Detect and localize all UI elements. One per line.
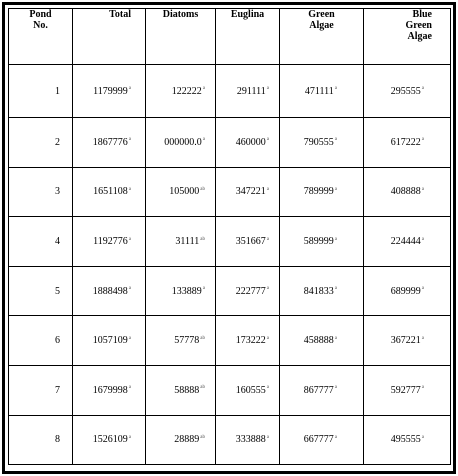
cell-value: 458888 [303, 335, 334, 347]
header-total-line: Total [109, 9, 131, 20]
cell-total [73, 65, 146, 118]
superscript-mark: a [266, 335, 269, 341]
header-no-line: No. [33, 20, 48, 31]
superscript-mark: a [266, 385, 269, 391]
cell-green-algae [280, 365, 364, 415]
superscript-mark: a [421, 86, 424, 92]
cell-pond: 3 [9, 167, 73, 217]
table-row [9, 415, 451, 465]
cell-total [73, 217, 146, 267]
cell-pond: 7 [9, 365, 73, 415]
cell-value: 1057109 [92, 335, 128, 347]
superscript-mark: ab [200, 335, 205, 341]
cell-total [73, 365, 146, 415]
cell-euglina [216, 167, 280, 217]
header-algae-line: Algae [309, 20, 334, 31]
table-row [9, 217, 451, 267]
table-row [9, 65, 451, 118]
superscript-mark: a [128, 236, 131, 242]
superscript-mark: a [334, 236, 337, 242]
cell-diatoms [146, 415, 216, 465]
cell-total [73, 316, 146, 366]
superscript-mark: a [128, 86, 131, 92]
cell-value: 471111 [304, 85, 334, 97]
cell-blue-green-algae [364, 167, 451, 217]
cell-value: 667777 [303, 434, 334, 446]
superscript-mark: a [266, 435, 269, 441]
cell-value: 351667 [235, 235, 266, 247]
superscript-mark: a [334, 385, 337, 391]
cell-pond: 2 [9, 118, 73, 168]
superscript-mark: a [202, 86, 205, 92]
cell-value: 1651108 [93, 186, 128, 198]
cell-value: 1526109 [92, 434, 128, 446]
superscript-mark: a [421, 236, 424, 242]
cell-value: 867777 [303, 384, 334, 396]
cell-diatoms [146, 167, 216, 217]
superscript-mark: a [334, 286, 337, 292]
cell-value: 222777 [235, 285, 266, 297]
header-green2-line: Green [405, 20, 432, 31]
superscript-mark: ab [200, 435, 205, 441]
cell-diatoms [146, 217, 216, 267]
superscript-mark: a [421, 187, 424, 193]
cell-pond: 8 [9, 415, 73, 465]
header-algae2-line: Algae [407, 31, 432, 42]
cell-value: 408888 [390, 186, 421, 198]
cell-blue-green-algae [364, 266, 451, 316]
cell-diatoms [146, 65, 216, 118]
cell-diatoms [146, 118, 216, 168]
cell-value: 160555 [235, 384, 266, 396]
superscript-mark: a [421, 435, 424, 441]
table-frame [2, 2, 456, 474]
superscript-mark: a [266, 86, 269, 92]
superscript-mark: a [128, 385, 131, 391]
cell-green-algae [280, 316, 364, 366]
cell-euglina [216, 365, 280, 415]
table-header [9, 9, 451, 65]
cell-green-algae [280, 415, 364, 465]
cell-value: 790555 [303, 136, 334, 148]
cell-pond: 5 [9, 266, 73, 316]
cell-value: 295555 [390, 85, 421, 97]
cell-green-algae [280, 217, 364, 267]
header-pond-line: Pond [29, 9, 52, 20]
cell-blue-green-algae [364, 65, 451, 118]
header-blue-line: Blue [412, 9, 432, 20]
cell-value: 1679998 [92, 384, 128, 396]
cell-value: 173222 [235, 335, 266, 347]
cell-diatoms [146, 316, 216, 366]
cell-value: 1192776 [93, 235, 128, 247]
cell-euglina [216, 217, 280, 267]
cell-euglina [216, 316, 280, 366]
superscript-mark: a [128, 335, 131, 341]
cell-euglina [216, 118, 280, 168]
cell-diatoms [146, 266, 216, 316]
cell-green-algae [280, 266, 364, 316]
cell-value: 841833 [303, 285, 334, 297]
table-row [9, 266, 451, 316]
cell-total [73, 415, 146, 465]
superscript-mark: a [266, 286, 269, 292]
superscript-mark: a [421, 385, 424, 391]
cell-euglina [216, 65, 280, 118]
table-row [9, 365, 451, 415]
table-row [9, 118, 451, 168]
cell-value: 592777 [390, 384, 421, 396]
superscript-mark: a [128, 286, 131, 292]
cell-value: 31111 [175, 235, 200, 247]
cell-blue-green-algae [364, 217, 451, 267]
superscript-mark: a [334, 187, 337, 193]
cell-value: 589999 [303, 235, 334, 247]
cell-blue-green-algae [364, 415, 451, 465]
cell-blue-green-algae [364, 365, 451, 415]
superscript-mark: a [128, 435, 131, 441]
header-row [9, 9, 451, 65]
cell-green-algae [280, 167, 364, 217]
superscript-mark: ab [200, 385, 205, 391]
cell-value: 460000 [235, 136, 266, 148]
superscript-mark: ab [200, 187, 205, 193]
cell-value: 789999 [303, 186, 334, 198]
cell-total [73, 167, 146, 217]
cell-value: 333888 [235, 434, 266, 446]
superscript-mark: a [421, 286, 424, 292]
superscript-mark: a [266, 137, 269, 143]
cell-blue-green-algae [364, 316, 451, 366]
cell-value: 28889 [174, 434, 200, 446]
cell-value: 347221 [235, 186, 266, 198]
cell-euglina [216, 266, 280, 316]
cell-value: 1179999 [93, 85, 128, 97]
superscript-mark: a [334, 86, 337, 92]
cell-value: 1888498 [92, 285, 128, 297]
header-blue-green-algae [364, 9, 451, 65]
cell-value: 105000 [169, 186, 200, 198]
header-green-algae [280, 9, 364, 65]
table-body [9, 65, 451, 465]
cell-green-algae [280, 118, 364, 168]
cell-value: 291111 [236, 85, 266, 97]
superscript-mark: a [266, 187, 269, 193]
superscript-mark: a [202, 137, 205, 143]
header-diatoms [146, 9, 216, 65]
table-row [9, 316, 451, 366]
superscript-mark: a [202, 286, 205, 292]
cell-pond: 1 [9, 65, 73, 118]
superscript-mark: a [421, 137, 424, 143]
superscript-mark: a [334, 137, 337, 143]
superscript-mark: a [421, 335, 424, 341]
cell-value: 367221 [390, 335, 421, 347]
superscript-mark: a [266, 236, 269, 242]
cell-value: 133889 [171, 285, 202, 297]
superscript-mark: a [128, 137, 131, 143]
superscript-mark: a [334, 435, 337, 441]
superscript-mark: ab [200, 236, 205, 242]
header-green-line: Green [308, 9, 335, 20]
header-total [73, 9, 146, 65]
table-row [9, 167, 451, 217]
cell-green-algae [280, 65, 364, 118]
cell-euglina [216, 415, 280, 465]
cell-value: 1867776 [92, 136, 128, 148]
cell-value: 000000.0 [164, 136, 202, 148]
cell-value: 58888 [174, 384, 200, 396]
cell-total [73, 266, 146, 316]
cell-value: 617222 [390, 136, 421, 148]
header-pond-no [9, 9, 73, 65]
cell-value: 57778 [174, 335, 200, 347]
cell-value: 689999 [390, 285, 421, 297]
cell-blue-green-algae [364, 118, 451, 168]
cell-value: 122222 [171, 85, 202, 97]
cell-pond: 6 [9, 316, 73, 366]
superscript-mark: a [334, 335, 337, 341]
header-euglina [216, 9, 280, 65]
header-euglina-line: Euglina [230, 9, 265, 20]
superscript-mark: a [128, 187, 131, 193]
cell-value: 495555 [390, 434, 421, 446]
cell-diatoms [146, 365, 216, 415]
algae-count-table [8, 8, 451, 465]
cell-pond: 4 [9, 217, 73, 267]
cell-value: 224444 [390, 235, 421, 247]
header-diatoms-line: Diatoms [162, 9, 199, 20]
cell-total [73, 118, 146, 168]
